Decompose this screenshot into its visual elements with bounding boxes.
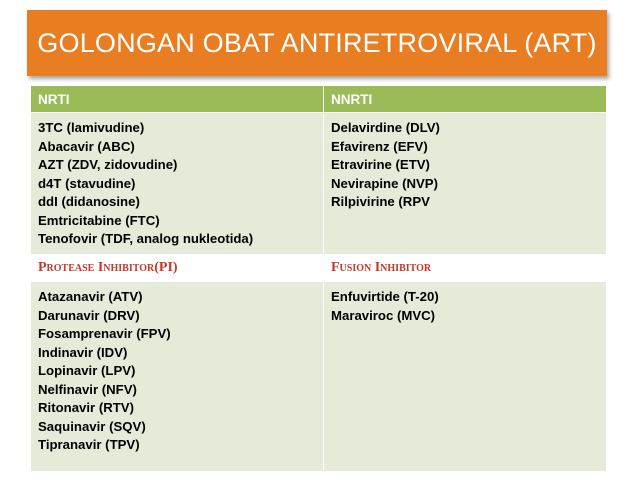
list-item: Tenofovir (TDF, analog nukleotida) (38, 231, 254, 246)
list-item: Atazanavir (ATV) (38, 289, 143, 304)
list-item: Lopinavir (LPV) (38, 363, 136, 378)
list-item: Tipranavir (TPV) (38, 437, 140, 452)
list-item: Saquinavir (SQV) (38, 418, 146, 434)
title-banner (27, 10, 607, 76)
list-item: Nevirapine (NVP) (331, 175, 438, 191)
fusion-inhibitor-list (324, 282, 607, 472)
header-fusion-inhibitor: Fusion Inhibitor (324, 255, 607, 282)
list-item: Abacavir (ABC) (38, 138, 135, 154)
list-item: Emtricitabine (FTC) (38, 212, 160, 228)
header-row-pi-fusion (31, 255, 607, 282)
nnrti-list (324, 113, 607, 255)
list-item: Etravirine (ETV) (331, 157, 430, 172)
pi-list (31, 282, 324, 472)
list-item: Nelfinavir (NFV) (38, 381, 137, 397)
list-item: Darunavir (DRV) (38, 307, 140, 323)
header-nrti: NRTI (31, 86, 324, 113)
list-item: d4T (stavudine) (38, 175, 136, 191)
list-item: AZT (ZDV, zidovudine) (38, 157, 178, 172)
list-item: Efavirenz (EFV) (331, 138, 428, 154)
list-item: Maraviroc (MVC) (331, 307, 436, 323)
list-item: 3TC (lamivudine) (38, 120, 145, 135)
list-item: Rilpivirine (RPV (331, 194, 430, 209)
list-item: Ritonavir (RTV) (38, 400, 134, 415)
body-row-pi-fusion (31, 282, 607, 472)
art-drug-table (30, 85, 607, 472)
header-row-nrti-nnrti (31, 86, 607, 113)
list-item: Indinavir (IDV) (38, 344, 128, 360)
list-item: Enfuvirtide (T-20) (331, 289, 439, 304)
header-nnrti: NNRTI (324, 86, 607, 113)
nrti-list (31, 113, 324, 255)
page-title: GOLONGAN OBAT ANTIRETROVIRAL (ART) (37, 27, 597, 58)
list-item: ddI (didanosine) (38, 194, 140, 209)
header-protease-inhibitor: Protease Inhibitor(PI) (31, 255, 324, 282)
list-item: Fosamprenavir (FPV) (38, 326, 171, 341)
list-item: Delavirdine (DLV) (331, 120, 440, 135)
body-row-nrti-nnrti (31, 113, 607, 255)
